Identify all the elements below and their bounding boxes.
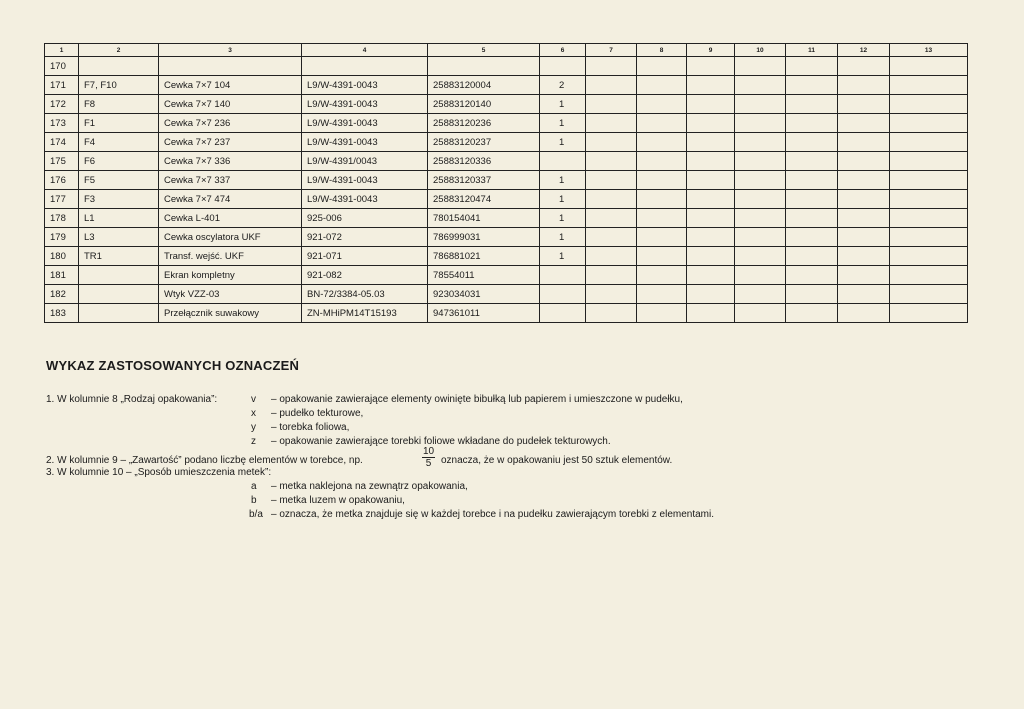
column-header: 13 bbox=[890, 44, 968, 57]
table-cell bbox=[637, 266, 687, 285]
legend-code-text: – metka luzem w opakowaniu, bbox=[271, 495, 405, 506]
fraction-numerator: 10 bbox=[423, 446, 435, 457]
table-cell bbox=[890, 152, 968, 171]
table-cell bbox=[735, 133, 786, 152]
legend-item-2-lead: 2. W kolumnie 9 – „Zawartość” podano liczbę elementów w torebce, np. bbox=[46, 455, 363, 466]
table-cell bbox=[637, 171, 687, 190]
column-header: 3 bbox=[159, 44, 302, 57]
table-cell: 180 bbox=[45, 247, 79, 266]
table-cell: Transf. wejść. UKF bbox=[159, 247, 302, 266]
table-cell: 178 bbox=[45, 209, 79, 228]
table-cell bbox=[838, 209, 890, 228]
table-cell: BN-72/3384-05.03 bbox=[302, 285, 428, 304]
table-cell bbox=[637, 304, 687, 323]
table-cell: 25883120237 bbox=[428, 133, 540, 152]
table-cell: Cewka 7×7 104 bbox=[159, 76, 302, 95]
table-cell bbox=[735, 228, 786, 247]
table-cell: 172 bbox=[45, 95, 79, 114]
table-cell: F1 bbox=[79, 114, 159, 133]
table-cell bbox=[637, 152, 687, 171]
table-cell: 921-071 bbox=[302, 247, 428, 266]
table-cell: 1 bbox=[540, 190, 586, 209]
table-cell: F8 bbox=[79, 95, 159, 114]
legend-code: y bbox=[251, 422, 256, 433]
table-cell: 780154041 bbox=[428, 209, 540, 228]
table-row bbox=[45, 304, 968, 323]
table-cell bbox=[735, 95, 786, 114]
table-cell bbox=[735, 190, 786, 209]
table-cell bbox=[735, 285, 786, 304]
table-cell: 171 bbox=[45, 76, 79, 95]
table-cell bbox=[586, 190, 637, 209]
table-cell: 786881021 bbox=[428, 247, 540, 266]
table-cell bbox=[159, 57, 302, 76]
table-cell: 177 bbox=[45, 190, 79, 209]
table-cell bbox=[302, 57, 428, 76]
table-cell: 183 bbox=[45, 304, 79, 323]
table-row bbox=[45, 190, 968, 209]
table-cell bbox=[586, 95, 637, 114]
table-cell bbox=[838, 57, 890, 76]
table-cell bbox=[540, 57, 586, 76]
table-cell: 170 bbox=[45, 57, 79, 76]
table-cell bbox=[637, 133, 687, 152]
table-cell bbox=[838, 190, 890, 209]
table-cell bbox=[637, 190, 687, 209]
table-cell bbox=[687, 304, 735, 323]
table-cell: 25883120004 bbox=[428, 76, 540, 95]
column-header: 4 bbox=[302, 44, 428, 57]
table-cell: 25883120236 bbox=[428, 114, 540, 133]
table-cell: L1 bbox=[79, 209, 159, 228]
parts-table bbox=[44, 43, 968, 323]
table-cell bbox=[428, 57, 540, 76]
table-cell bbox=[687, 57, 735, 76]
table-cell bbox=[687, 228, 735, 247]
table-cell bbox=[786, 190, 838, 209]
table-cell: L9/W-4391-0043 bbox=[302, 171, 428, 190]
table-cell bbox=[890, 247, 968, 266]
table-cell: L9/W-4391-0043 bbox=[302, 76, 428, 95]
table-cell: 2 bbox=[540, 76, 586, 95]
table-cell: 925-006 bbox=[302, 209, 428, 228]
table-cell: L9/W-4391-0043 bbox=[302, 190, 428, 209]
table-cell bbox=[838, 304, 890, 323]
table-cell bbox=[687, 114, 735, 133]
legend-code: b/a bbox=[249, 509, 263, 520]
table-cell: 174 bbox=[45, 133, 79, 152]
table-cell bbox=[637, 95, 687, 114]
table-cell bbox=[586, 266, 637, 285]
table-cell bbox=[540, 152, 586, 171]
table-cell: Cewka oscylatora UKF bbox=[159, 228, 302, 247]
table-cell: 786999031 bbox=[428, 228, 540, 247]
table-cell bbox=[79, 266, 159, 285]
table-row bbox=[45, 228, 968, 247]
table-cell bbox=[687, 285, 735, 304]
table-cell: Wtyk VZZ-03 bbox=[159, 285, 302, 304]
table-cell bbox=[540, 304, 586, 323]
table-cell bbox=[687, 133, 735, 152]
table-cell bbox=[890, 190, 968, 209]
column-header: 8 bbox=[637, 44, 687, 57]
column-header: 9 bbox=[687, 44, 735, 57]
legend-code-text: – opakowanie zawierające torebki foliowe wkładane do pudełek tekturowych. bbox=[271, 436, 611, 447]
table-cell: 947361011 bbox=[428, 304, 540, 323]
table-cell bbox=[735, 114, 786, 133]
table-cell: Cewka 7×7 474 bbox=[159, 190, 302, 209]
table-cell: 1 bbox=[540, 171, 586, 190]
table-cell bbox=[687, 95, 735, 114]
table-cell bbox=[786, 152, 838, 171]
table-row bbox=[45, 209, 968, 228]
table-cell: L9/W-4391-0043 bbox=[302, 95, 428, 114]
table-cell bbox=[735, 152, 786, 171]
table-cell: 182 bbox=[45, 285, 79, 304]
column-header: 1 bbox=[45, 44, 79, 57]
legend-code: z bbox=[251, 436, 256, 447]
column-header: 12 bbox=[838, 44, 890, 57]
table-cell bbox=[637, 57, 687, 76]
table-cell: L3 bbox=[79, 228, 159, 247]
table-cell bbox=[586, 228, 637, 247]
table-cell bbox=[586, 247, 637, 266]
table-cell bbox=[586, 133, 637, 152]
table-cell bbox=[637, 114, 687, 133]
column-header: 10 bbox=[735, 44, 786, 57]
table-cell: 176 bbox=[45, 171, 79, 190]
table-cell bbox=[637, 228, 687, 247]
table-cell bbox=[735, 76, 786, 95]
table-cell: Przełącznik suwakowy bbox=[159, 304, 302, 323]
table-cell: ZN-MHiPM14T15193 bbox=[302, 304, 428, 323]
column-header: 2 bbox=[79, 44, 159, 57]
table-cell bbox=[586, 285, 637, 304]
legend-item-1-lead: 1. W kolumnie 8 „Rodzaj opakowania”: bbox=[46, 394, 218, 405]
table-cell bbox=[890, 171, 968, 190]
table-cell: F4 bbox=[79, 133, 159, 152]
table-cell: 181 bbox=[45, 266, 79, 285]
table-cell bbox=[786, 76, 838, 95]
table-cell bbox=[586, 171, 637, 190]
legend-title: WYKAZ ZASTOSOWANYCH OZNACZEŃ bbox=[46, 358, 300, 373]
example-fraction bbox=[422, 446, 435, 469]
table-cell: 78554011 bbox=[428, 266, 540, 285]
table-cell bbox=[838, 133, 890, 152]
table-header-row bbox=[45, 44, 968, 57]
table-cell bbox=[786, 228, 838, 247]
table-cell bbox=[786, 304, 838, 323]
table-cell bbox=[838, 266, 890, 285]
column-header: 11 bbox=[786, 44, 838, 57]
table-row bbox=[45, 266, 968, 285]
table-cell bbox=[890, 285, 968, 304]
table-cell bbox=[786, 133, 838, 152]
table-cell bbox=[586, 114, 637, 133]
table-cell bbox=[79, 285, 159, 304]
table-cell bbox=[735, 171, 786, 190]
table-cell: 1 bbox=[540, 114, 586, 133]
table-cell bbox=[890, 95, 968, 114]
table-cell: L9/W-4391-0043 bbox=[302, 133, 428, 152]
table-cell: Cewka 7×7 237 bbox=[159, 133, 302, 152]
table-cell: 1 bbox=[540, 247, 586, 266]
table-cell bbox=[586, 152, 637, 171]
table-cell: Cewka L-401 bbox=[159, 209, 302, 228]
table-cell bbox=[540, 285, 586, 304]
table-cell: 1 bbox=[540, 95, 586, 114]
table-cell: TR1 bbox=[79, 247, 159, 266]
table-cell bbox=[890, 228, 968, 247]
table-cell bbox=[890, 76, 968, 95]
table-cell bbox=[687, 190, 735, 209]
table-cell: Cewka 7×7 336 bbox=[159, 152, 302, 171]
table-cell bbox=[786, 247, 838, 266]
legend-item-2-tail: oznacza, że w opakowaniu jest 50 sztuk elementów. bbox=[441, 455, 673, 466]
table-cell: F7, F10 bbox=[79, 76, 159, 95]
table-row bbox=[45, 76, 968, 95]
table-cell bbox=[687, 247, 735, 266]
table-cell bbox=[586, 76, 637, 95]
table-cell bbox=[890, 133, 968, 152]
legend-code-text: – pudełko tekturowe, bbox=[271, 408, 364, 419]
table-cell bbox=[786, 95, 838, 114]
table-cell: 25883120336 bbox=[428, 152, 540, 171]
table-cell: Cewka 7×7 337 bbox=[159, 171, 302, 190]
table-cell bbox=[890, 266, 968, 285]
fraction-denominator: 5 bbox=[425, 458, 432, 469]
table-cell bbox=[786, 285, 838, 304]
table-row bbox=[45, 57, 968, 76]
table-cell bbox=[838, 228, 890, 247]
table-cell: 921-072 bbox=[302, 228, 428, 247]
table-cell bbox=[890, 304, 968, 323]
table-row bbox=[45, 247, 968, 266]
table-cell: 1 bbox=[540, 209, 586, 228]
table-cell bbox=[890, 209, 968, 228]
table-cell: Ekran kompletny bbox=[159, 266, 302, 285]
table-cell: 179 bbox=[45, 228, 79, 247]
table-cell bbox=[735, 247, 786, 266]
table-cell bbox=[838, 76, 890, 95]
table-row bbox=[45, 133, 968, 152]
table-cell bbox=[890, 57, 968, 76]
legend-code: x bbox=[251, 408, 256, 419]
legend-code-text: – metka naklejona na zewnątrz opakowania, bbox=[271, 481, 468, 492]
table-cell bbox=[586, 57, 637, 76]
table-cell bbox=[735, 266, 786, 285]
table-cell bbox=[586, 209, 637, 228]
table-cell: 1 bbox=[540, 133, 586, 152]
legend-code: v bbox=[251, 394, 256, 405]
table-cell bbox=[786, 114, 838, 133]
table-cell bbox=[637, 209, 687, 228]
table-cell bbox=[786, 266, 838, 285]
table-cell: Cewka 7×7 236 bbox=[159, 114, 302, 133]
column-header: 5 bbox=[428, 44, 540, 57]
table-cell: 923034031 bbox=[428, 285, 540, 304]
table-cell bbox=[540, 266, 586, 285]
table-row bbox=[45, 285, 968, 304]
table-cell: 921-082 bbox=[302, 266, 428, 285]
table-cell bbox=[838, 285, 890, 304]
table-cell bbox=[838, 171, 890, 190]
legend-code: b bbox=[251, 495, 257, 506]
table-cell: 173 bbox=[45, 114, 79, 133]
table-cell bbox=[687, 209, 735, 228]
table-row bbox=[45, 171, 968, 190]
table-cell: 25883120474 bbox=[428, 190, 540, 209]
table-cell bbox=[637, 285, 687, 304]
table-cell bbox=[735, 57, 786, 76]
table-cell: L9/W-4391/0043 bbox=[302, 152, 428, 171]
table-cell bbox=[735, 304, 786, 323]
table-cell bbox=[79, 57, 159, 76]
legend-code-text: – torebka foliowa, bbox=[271, 422, 350, 433]
table-cell bbox=[637, 247, 687, 266]
table-cell bbox=[838, 247, 890, 266]
table-cell bbox=[586, 304, 637, 323]
table-cell: Cewka 7×7 140 bbox=[159, 95, 302, 114]
table-cell bbox=[79, 304, 159, 323]
table-cell bbox=[687, 266, 735, 285]
table-cell: 25883120140 bbox=[428, 95, 540, 114]
legend-code-text: – opakowanie zawierające elementy owinięte bibułką lub papierem i umieszczone w pudełku, bbox=[271, 394, 683, 405]
table-cell: F5 bbox=[79, 171, 159, 190]
table-cell bbox=[838, 114, 890, 133]
table-cell bbox=[838, 95, 890, 114]
table-cell bbox=[637, 76, 687, 95]
table-row bbox=[45, 95, 968, 114]
table-cell: 1 bbox=[540, 228, 586, 247]
table-row bbox=[45, 114, 968, 133]
table-cell: F6 bbox=[79, 152, 159, 171]
column-header: 7 bbox=[586, 44, 637, 57]
table-cell bbox=[838, 152, 890, 171]
legend-item-3-lead: 3. W kolumnie 10 – „Sposób umieszczenia metek”: bbox=[46, 467, 272, 478]
table-cell: 25883120337 bbox=[428, 171, 540, 190]
table-cell bbox=[735, 209, 786, 228]
legend-code: a bbox=[251, 481, 257, 492]
table-cell: F3 bbox=[79, 190, 159, 209]
table-cell bbox=[687, 152, 735, 171]
table-cell bbox=[786, 209, 838, 228]
table-cell bbox=[687, 171, 735, 190]
table-cell bbox=[786, 57, 838, 76]
table-cell: L9/W-4391-0043 bbox=[302, 114, 428, 133]
column-header: 6 bbox=[540, 44, 586, 57]
table-row bbox=[45, 152, 968, 171]
table-cell bbox=[687, 76, 735, 95]
table-cell bbox=[786, 171, 838, 190]
legend-code-text: – oznacza, że metka znajduje się w każdej torebce i na pudełku zawierającym torebki z elementami. bbox=[271, 509, 714, 520]
table-cell: 175 bbox=[45, 152, 79, 171]
table-cell bbox=[890, 114, 968, 133]
